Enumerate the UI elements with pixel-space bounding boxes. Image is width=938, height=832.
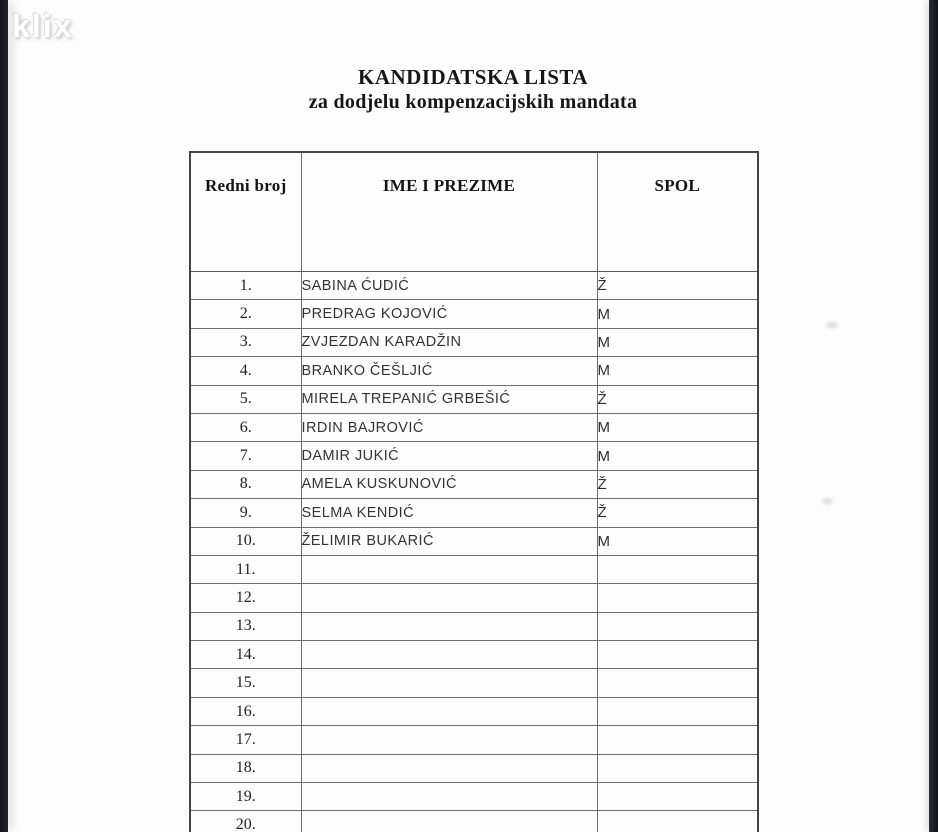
cell-gender — [597, 783, 758, 811]
cell-name: MIRELA TREPANIĆ GRBEŠIĆ — [301, 385, 597, 413]
cell-ordinal: 2. — [190, 300, 301, 328]
cell-name — [301, 726, 597, 754]
cell-gender: M — [597, 413, 758, 441]
cell-ordinal: 16. — [190, 697, 301, 725]
cell-gender: Ž — [597, 499, 758, 527]
cell-ordinal: 14. — [190, 641, 301, 669]
cell-gender: M — [597, 357, 758, 385]
cell-ordinal: 17. — [190, 726, 301, 754]
scan-edge-left — [0, 0, 8, 832]
cell-gender — [597, 584, 758, 612]
cell-ordinal: 9. — [190, 499, 301, 527]
table-row — [190, 527, 758, 555]
cell-name — [301, 641, 597, 669]
cell-ordinal: 3. — [190, 328, 301, 356]
table-row — [190, 612, 758, 640]
cell-ordinal: 8. — [190, 470, 301, 498]
scan-edge-right — [929, 0, 938, 832]
cell-gender — [597, 697, 758, 725]
cell-name: DAMIR JUKIĆ — [301, 442, 597, 470]
cell-name — [301, 811, 597, 832]
candidate-table — [189, 151, 759, 832]
header-ordinal: Redni broj — [190, 152, 301, 272]
cell-name — [301, 555, 597, 583]
cell-gender — [597, 669, 758, 697]
cell-ordinal: 18. — [190, 754, 301, 782]
table-row — [190, 669, 758, 697]
header-gender: SPOL — [597, 152, 758, 272]
cell-ordinal: 11. — [190, 555, 301, 583]
table-body — [190, 272, 758, 832]
cell-ordinal: 6. — [190, 413, 301, 441]
cell-name — [301, 754, 597, 782]
cell-gender: Ž — [597, 470, 758, 498]
table-row — [190, 754, 758, 782]
cell-ordinal: 20. — [190, 811, 301, 832]
cell-ordinal: 10. — [190, 527, 301, 555]
cell-name: SELMA KENDIĆ — [301, 499, 597, 527]
cell-gender: M — [597, 300, 758, 328]
cell-gender: M — [597, 442, 758, 470]
cell-name: ŽELIMIR BUKARIĆ — [301, 527, 597, 555]
title-line-1: KANDIDATSKA LISTA — [357, 65, 589, 89]
cell-name — [301, 612, 597, 640]
scan-smudge — [822, 498, 833, 504]
table-row — [190, 697, 758, 725]
table-row — [190, 442, 758, 470]
table-row — [190, 385, 758, 413]
cell-gender: M — [597, 527, 758, 555]
cell-ordinal: 1. — [190, 272, 301, 300]
table-row — [190, 811, 758, 832]
cell-name — [301, 783, 597, 811]
table-row — [190, 470, 758, 498]
cell-name: AMELA KUSKUNOVIĆ — [301, 470, 597, 498]
cell-ordinal: 7. — [190, 442, 301, 470]
cell-gender — [597, 641, 758, 669]
table-row — [190, 783, 758, 811]
cell-ordinal: 12. — [190, 584, 301, 612]
cell-ordinal: 13. — [190, 612, 301, 640]
table-row — [190, 272, 758, 300]
cell-name: BRANKO ČEŠLJIĆ — [301, 357, 597, 385]
document-title — [189, 64, 757, 115]
cell-ordinal: 15. — [190, 669, 301, 697]
scan-smudge — [826, 322, 838, 328]
cell-gender: Ž — [597, 385, 758, 413]
table-row — [190, 584, 758, 612]
cell-gender — [597, 811, 758, 832]
cell-name — [301, 669, 597, 697]
cell-ordinal: 19. — [190, 783, 301, 811]
table-row — [190, 641, 758, 669]
cell-gender: M — [597, 328, 758, 356]
title-line-2: za dodjelu kompenzacijskih mandata — [308, 91, 638, 113]
cell-name: PREDRAG KOJOVIĆ — [301, 300, 597, 328]
table-row — [190, 357, 758, 385]
header-name: IME I PREZIME — [301, 152, 597, 272]
cell-name: ZVJEZDAN KARADŽIN — [301, 328, 597, 356]
table-row — [190, 300, 758, 328]
cell-name: SABINA ĆUDIĆ — [301, 272, 597, 300]
klix-watermark-logo: klix — [12, 8, 74, 44]
table-row — [190, 328, 758, 356]
cell-gender: Ž — [597, 272, 758, 300]
table-row — [190, 726, 758, 754]
cell-gender — [597, 754, 758, 782]
table-row — [190, 499, 758, 527]
cell-ordinal: 4. — [190, 357, 301, 385]
table-row — [190, 413, 758, 441]
table-header-row — [190, 152, 758, 272]
cell-name — [301, 584, 597, 612]
cell-name: IRDIN BAJROVIĆ — [301, 413, 597, 441]
cell-gender — [597, 726, 758, 754]
cell-name — [301, 697, 597, 725]
cell-gender — [597, 555, 758, 583]
cell-ordinal: 5. — [190, 385, 301, 413]
cell-gender — [597, 612, 758, 640]
table-row — [190, 555, 758, 583]
